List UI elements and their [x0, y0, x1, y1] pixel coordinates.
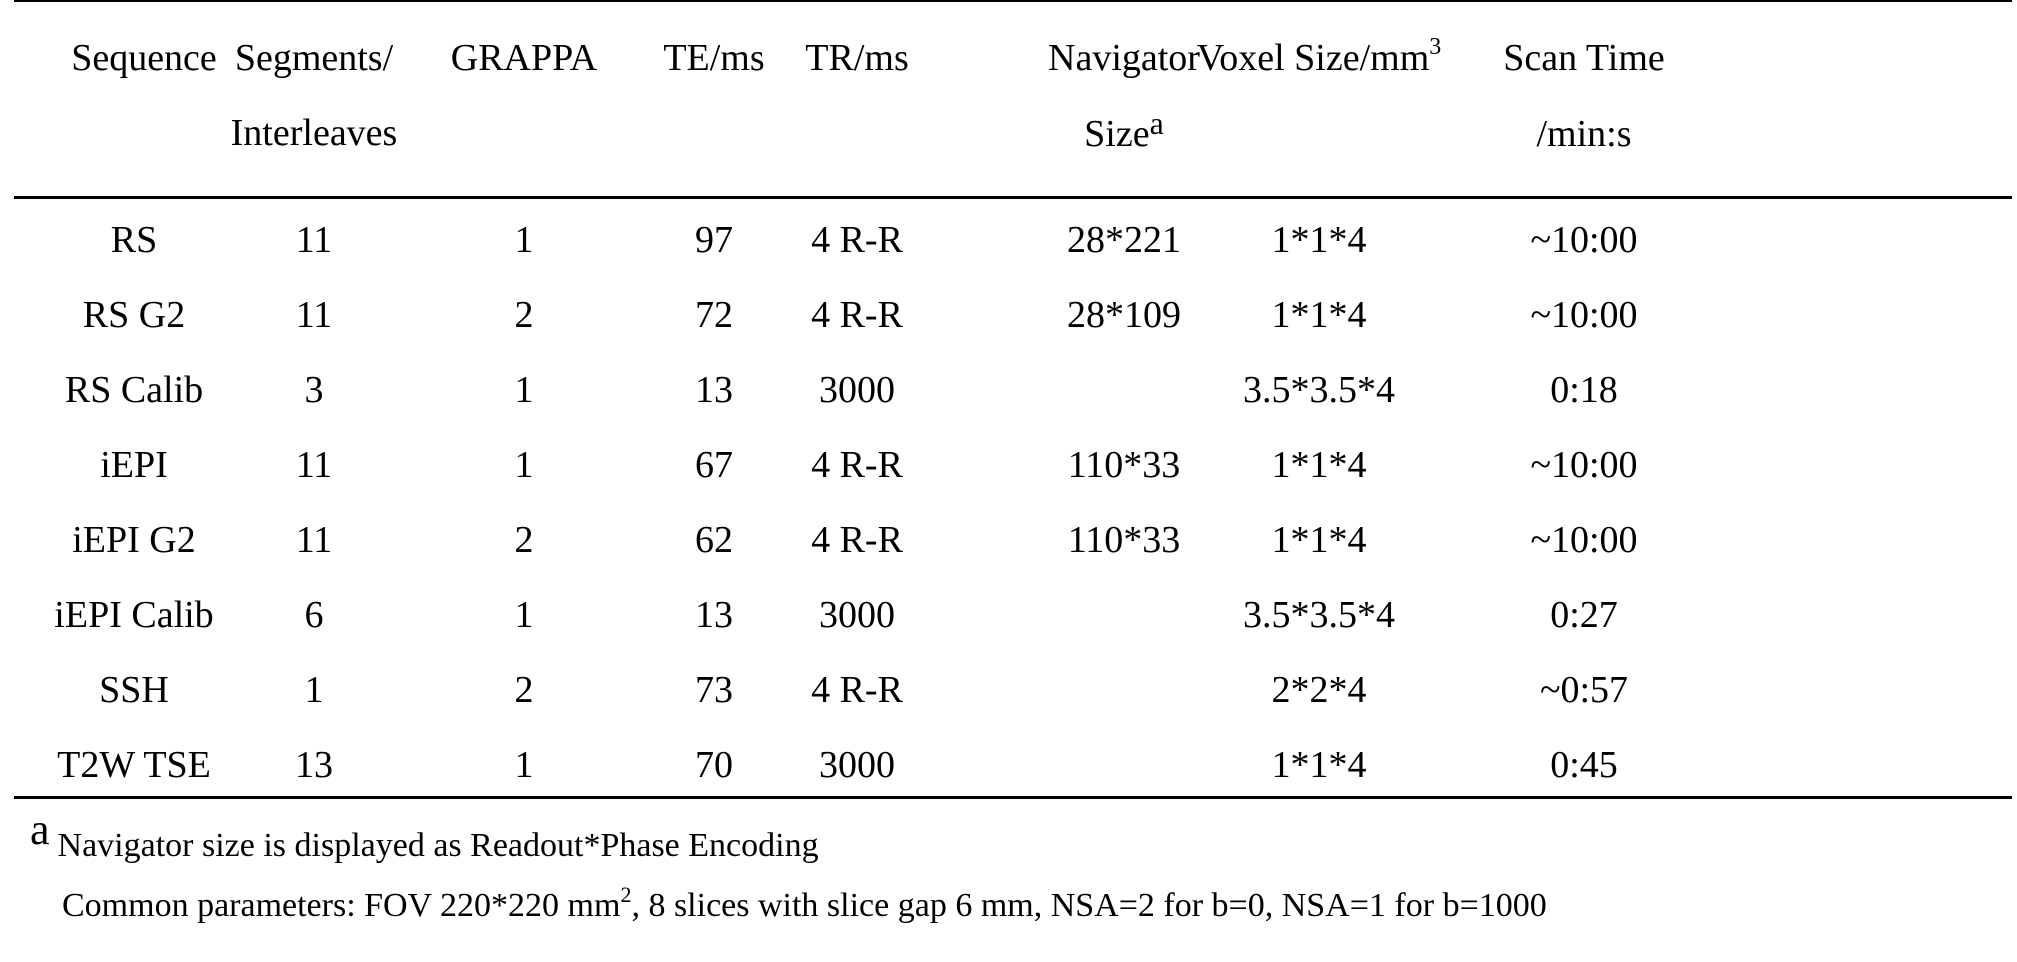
cell-scan: ~10:00	[1530, 219, 1638, 261]
cell-tr: 4 R-R	[811, 519, 903, 561]
cell-voxel: 3.5*3.5*4	[1243, 369, 1395, 411]
cell-scan: 0:27	[1550, 594, 1618, 636]
cell-scan: ~10:00	[1530, 519, 1638, 561]
cell-voxel: 1*1*4	[1271, 219, 1367, 261]
cell-scan: ~0:57	[1539, 669, 1629, 711]
cell-te: 67	[695, 444, 733, 486]
cell-voxel: 3.5*3.5*4	[1243, 594, 1395, 636]
cell-sequence: T2W TSE	[57, 744, 211, 786]
cell-sequence: SSH	[99, 669, 169, 711]
header-navigator-size: Size	[1084, 113, 1150, 155]
top-rule	[14, 0, 2012, 2]
table-row	[14, 653, 2012, 728]
cell-segments: 1	[304, 669, 324, 711]
cell-voxel: 1*1*4	[1271, 444, 1367, 486]
footnote-common-suffix: , 8 slices with slice gap 6 mm, NSA=2 for b=0, NSA=1 for b=1000	[631, 887, 1547, 924]
header-grappa	[424, 20, 624, 96]
cell-te: 62	[695, 519, 733, 561]
cell-tr: 3000	[819, 744, 895, 786]
cell-tr: 4 R-R	[811, 219, 903, 261]
cell-voxel: 2*2*4	[1271, 669, 1367, 711]
cell-grappa: 2	[514, 294, 534, 336]
cell-navigator: 110*33	[1067, 444, 1181, 486]
cell-sequence: iEPI Calib	[54, 594, 214, 636]
table-row	[14, 353, 2012, 428]
table-row	[14, 278, 2012, 353]
cell-tr: 4 R-R	[811, 294, 903, 336]
cell-te: 13	[695, 369, 733, 411]
table-row	[14, 428, 2012, 503]
cell-grappa: 1	[514, 444, 534, 486]
header-segments-line2: Interleaves	[230, 112, 398, 154]
cell-voxel: 1*1*4	[1271, 744, 1367, 786]
cell-grappa: 2	[514, 669, 534, 711]
cell-te: 73	[695, 669, 733, 711]
cell-navigator: 28*109	[1067, 294, 1181, 336]
cell-sequence: RS G2	[82, 294, 186, 336]
cell-navigator: 110*33	[1067, 519, 1181, 561]
footnote-a	[30, 805, 1547, 876]
cell-navigator: 28*221	[1067, 219, 1181, 261]
cell-sequence: RS Calib	[64, 369, 204, 411]
cell-te: 70	[695, 744, 733, 786]
bottom-rule	[14, 796, 2012, 799]
cell-grappa: 2	[514, 519, 534, 561]
footnote-common	[30, 876, 1547, 939]
header-voxel	[1159, 20, 1479, 101]
cell-scan: ~10:00	[1530, 294, 1638, 336]
header-tr-text: TR/ms	[805, 37, 909, 79]
header-grappa-text: GRAPPA	[450, 37, 598, 79]
header-segments	[214, 20, 414, 171]
cell-tr: 3000	[819, 594, 895, 636]
cell-tr: 3000	[819, 369, 895, 411]
cell-sequence: iEPI	[100, 444, 168, 486]
cell-segments: 11	[295, 444, 333, 486]
header-navigator-line1: Navigator	[1048, 37, 1200, 79]
footnote-common-sup: 2	[620, 882, 632, 907]
cell-te: 97	[695, 219, 733, 261]
cell-sequence: RS	[110, 219, 158, 261]
table-footnotes	[30, 805, 1547, 939]
table-row	[14, 728, 2012, 803]
cell-scan: 0:45	[1550, 744, 1618, 786]
header-te-text: TE/ms	[663, 37, 765, 79]
header-scan-line1: Scan Time	[1503, 37, 1665, 79]
footnote-a-text: Navigator size is displayed as Readout*Phase Encoding	[57, 827, 819, 864]
header-voxel-text: Voxel Size/mm	[1196, 37, 1430, 79]
cell-segments: 11	[295, 294, 333, 336]
cell-grappa: 1	[514, 744, 534, 786]
header-tr	[757, 20, 957, 96]
table-row	[14, 578, 2012, 653]
header-voxel-sup: 3	[1429, 34, 1442, 60]
header-scan	[1454, 20, 1714, 172]
cell-grappa: 1	[514, 594, 534, 636]
cell-tr: 4 R-R	[811, 669, 903, 711]
cell-te: 72	[695, 294, 733, 336]
cell-scan: ~10:00	[1530, 444, 1638, 486]
cell-te: 13	[695, 594, 733, 636]
footnote-mark: a	[30, 805, 50, 854]
header-navigator-sup: a	[1149, 105, 1164, 141]
cell-grappa: 1	[514, 369, 534, 411]
header-segments-line1: Segments/	[234, 37, 394, 79]
header-scan-line2: /min:s	[1536, 113, 1632, 155]
cell-tr: 4 R-R	[811, 444, 903, 486]
footnote-common-prefix: Common parameters: FOV 220*220 mm	[62, 887, 621, 924]
cell-grappa: 1	[514, 219, 534, 261]
table-row	[14, 503, 2012, 578]
cell-segments: 3	[304, 369, 324, 411]
cell-voxel: 1*1*4	[1271, 294, 1367, 336]
cell-segments: 11	[295, 219, 333, 261]
cell-segments: 11	[295, 519, 333, 561]
cell-segments: 6	[304, 594, 324, 636]
cell-voxel: 1*1*4	[1271, 519, 1367, 561]
cell-sequence: iEPI G2	[72, 519, 196, 561]
table-row	[14, 203, 2012, 278]
header-sequence-text: Sequence	[71, 37, 217, 79]
header-rule	[14, 196, 2012, 199]
header-navigator-line2	[1009, 96, 1239, 173]
cell-scan: 0:18	[1550, 369, 1618, 411]
cell-segments: 13	[295, 744, 333, 786]
